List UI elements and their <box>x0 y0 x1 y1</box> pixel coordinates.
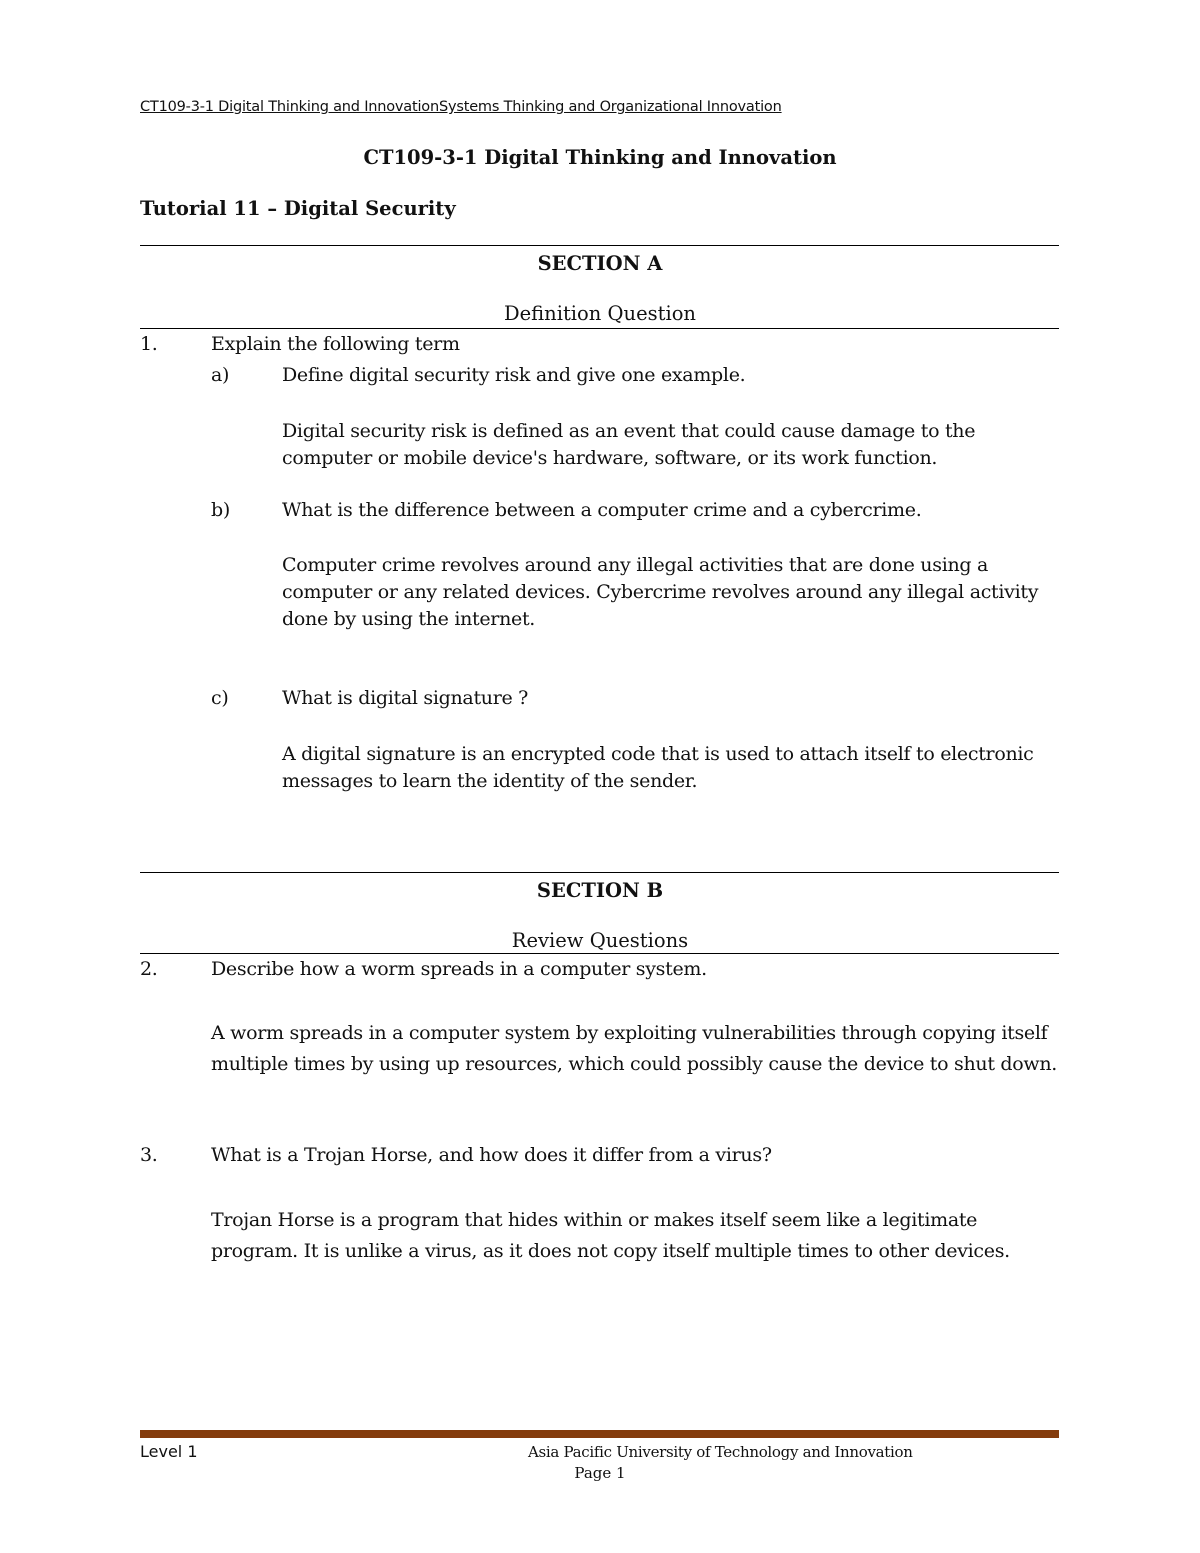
section-a-bottom-rule <box>140 328 1059 329</box>
footer-level: Level 1 <box>140 1442 198 1461</box>
question-1-text: Explain the following term <box>211 333 460 355</box>
section-a-subheading: Definition Question <box>503 302 696 325</box>
part-a-label: a) <box>211 364 230 386</box>
section-a-heading: SECTION A <box>537 252 663 275</box>
section-b-heading: SECTION B <box>536 879 664 902</box>
question-3-number: 3. <box>140 1144 158 1166</box>
section-b-subheading: Review Questions <box>511 929 689 952</box>
question-2-answer: A worm spreads in a computer system by exploiting vulnerabilities through copying itself multiple times by using up resources, which could possibly cause the device to shut down. <box>211 1022 1058 1075</box>
question-3-answer: Trojan Horse is a program that hides within or makes itself seem like a legitimate program. It is unlike a virus, as it does not copy itself multiple times to other devices. <box>211 1209 1010 1262</box>
question-3-text: What is a Trojan Horse, and how does it differ from a virus? <box>211 1144 772 1166</box>
part-b-question: What is the difference between a computer crime and a cybercrime. <box>282 499 922 521</box>
footer-page-number: Page 1 <box>574 1464 626 1482</box>
document-title: CT109-3-1 Digital Thinking and Innovation <box>363 146 837 169</box>
footer-bar <box>140 1430 1059 1438</box>
running-header: CT109-3-1 Digital Thinking and InnovationSystems Thinking and Organizational Innovation <box>140 99 782 115</box>
part-c-answer: A digital signature is an encrypted code that is used to attach itself to electronic messages to learn the identity of the sender. <box>282 743 1034 792</box>
part-b-answer: Computer crime revolves around any illegal activities that are done using a computer or any related devices. Cybercrime revolves around any illegal activity done by using the internet. <box>282 554 1039 630</box>
footer-institution: Asia Pacific University of Technology and Innovation <box>528 1443 913 1461</box>
question-2-number: 2. <box>140 958 158 980</box>
part-c-label: c) <box>211 687 229 709</box>
section-b-bottom-rule <box>140 953 1059 954</box>
part-c-question: What is digital signature ? <box>282 687 529 709</box>
section-a-top-rule <box>140 245 1059 246</box>
part-a-question: Define digital security risk and give one example. <box>282 364 746 386</box>
part-b-label: b) <box>211 499 230 521</box>
question-2-text: Describe how a worm spreads in a computer system. <box>211 958 707 980</box>
section-b-top-rule <box>140 872 1059 873</box>
tutorial-title: Tutorial 11 – Digital Security <box>140 197 456 220</box>
part-a-answer: Digital security risk is defined as an event that could cause damage to the computer or mobile device's hardware, software, or its work function. <box>282 420 976 469</box>
question-1-number: 1. <box>140 333 158 355</box>
